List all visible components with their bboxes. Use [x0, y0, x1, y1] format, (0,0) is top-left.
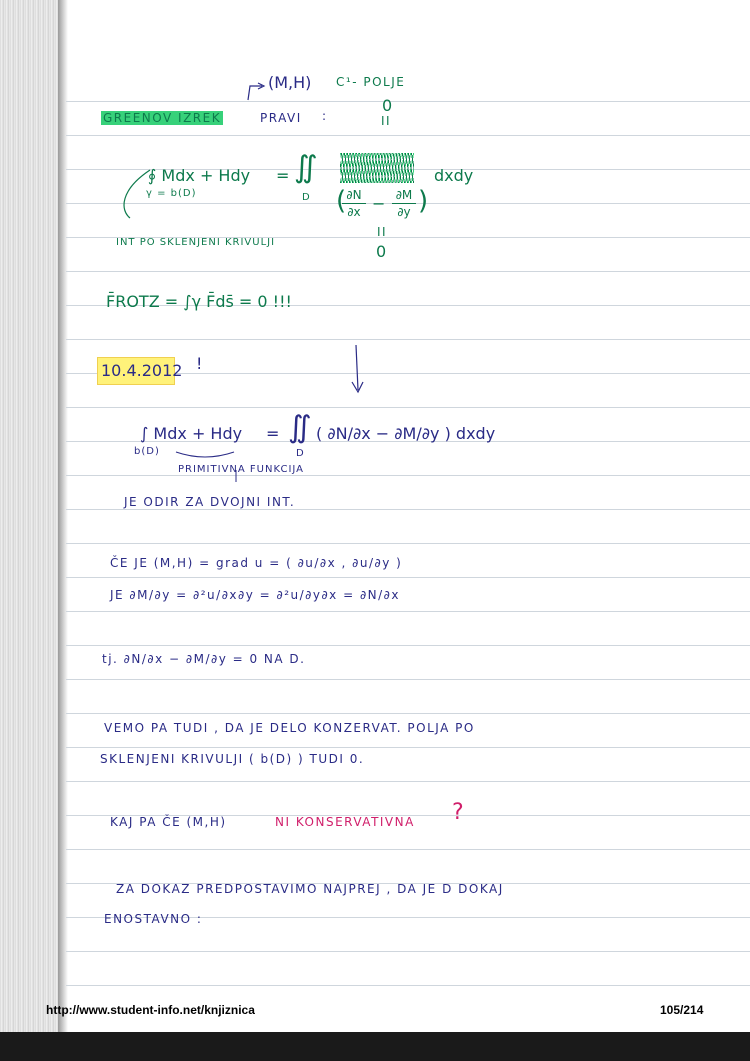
- je-derivatives-line: JE ∂M/∂y = ∂²u/∂x∂y = ∂²u/∂y∂x = ∂N/∂x: [110, 588, 400, 602]
- question-mark: ?: [452, 800, 464, 825]
- gamma-boundary: γ = b(D): [146, 188, 197, 199]
- f-rot-line: F̄ROTZ = ∫γ F̄ds̄ = 0 !!!: [106, 292, 292, 311]
- equals-sign-2: =: [266, 424, 280, 443]
- left-paren: (: [336, 186, 347, 216]
- vemo-line-2: SKLENJENI KRIVULJI ( b(D) ) TUDI 0.: [100, 752, 365, 766]
- fraction-dn-dx: [342, 188, 366, 219]
- tj-line: tj. ∂N/∂x − ∂M/∂y = 0 NA D.: [102, 652, 306, 666]
- right-paren: ): [418, 186, 429, 216]
- zero-top: 0: [382, 96, 393, 115]
- closed-curve-note: INT PO SKLENJENI KRIVULJI: [116, 237, 276, 248]
- za-dokaz-line-1: ZA DOKAZ PREDPOSTAVIMO NAJPREJ , DA JE D DOKAJ: [116, 882, 504, 896]
- domain-d-2: D: [296, 448, 305, 459]
- zero-bottom: 0: [376, 242, 387, 261]
- mh-label: (M,H): [268, 73, 312, 92]
- primitive-function-note: PRIMITIVNA FUNKCIJA: [178, 464, 305, 475]
- boundary-bd: b(D): [134, 446, 160, 457]
- down-arrow-stroke: [356, 345, 358, 390]
- scribbled-out-expression: [340, 153, 414, 183]
- fraction-dm-dy: [392, 188, 416, 219]
- equals-vertical-bottom: II: [377, 225, 388, 239]
- minus-sign: −: [372, 194, 386, 213]
- footer-url: http://www.student-info.net/knjiznica: [46, 1003, 255, 1017]
- date-label: 10.4.2012: [101, 361, 183, 380]
- pravi-label: PRAVI: [260, 111, 302, 125]
- line-integral-2: ∫ Mdx + Hdy: [140, 424, 243, 443]
- double-integral: ∬: [294, 150, 318, 185]
- exclamation: !: [196, 354, 203, 373]
- page-number: 105/214: [660, 1003, 704, 1017]
- equals-vertical-top: II: [381, 114, 392, 128]
- dxdy: dxdy: [434, 166, 474, 185]
- ni-konservativna: NI KONSERVATIVNA: [275, 815, 415, 829]
- je-odir-line: JE ODIR ZA DVOJNI INT.: [124, 495, 296, 509]
- scan-bottom-band: [0, 1032, 750, 1061]
- underbrace: [176, 452, 234, 457]
- frac-denominator-dy: ∂y: [397, 205, 411, 219]
- za-dokaz-line-2: ENOSTAVNO :: [104, 912, 203, 926]
- ce-je-line: ČE JE (M,H) = grad u = ( ∂u/∂x , ∂u/∂y ): [110, 556, 403, 570]
- vemo-line-1: VEMO PA TUDI , DA JE DELO KONZERVAT. POLJA PO: [104, 721, 475, 735]
- kaj-pa-line: KAJ PA ČE (M,H): [110, 815, 227, 829]
- integrand-2: ( ∂N/∂x − ∂M/∂y ) dxdy: [316, 424, 496, 443]
- green-theorem-title: GREENOV IZREK: [103, 111, 222, 125]
- c1-polje-label: C¹- POLJE: [336, 75, 406, 89]
- line-integral: ∮ Mdx + Hdy: [148, 166, 251, 185]
- equals-sign: =: [276, 166, 290, 185]
- frac-numerator-dm: ∂M: [395, 188, 413, 202]
- frac-denominator-dx: ∂x: [347, 205, 361, 219]
- double-integral-2: ∬: [288, 410, 312, 445]
- domain-d: D: [302, 192, 311, 203]
- frac-numerator-dn: ∂N: [346, 188, 362, 202]
- colon: :: [322, 109, 328, 123]
